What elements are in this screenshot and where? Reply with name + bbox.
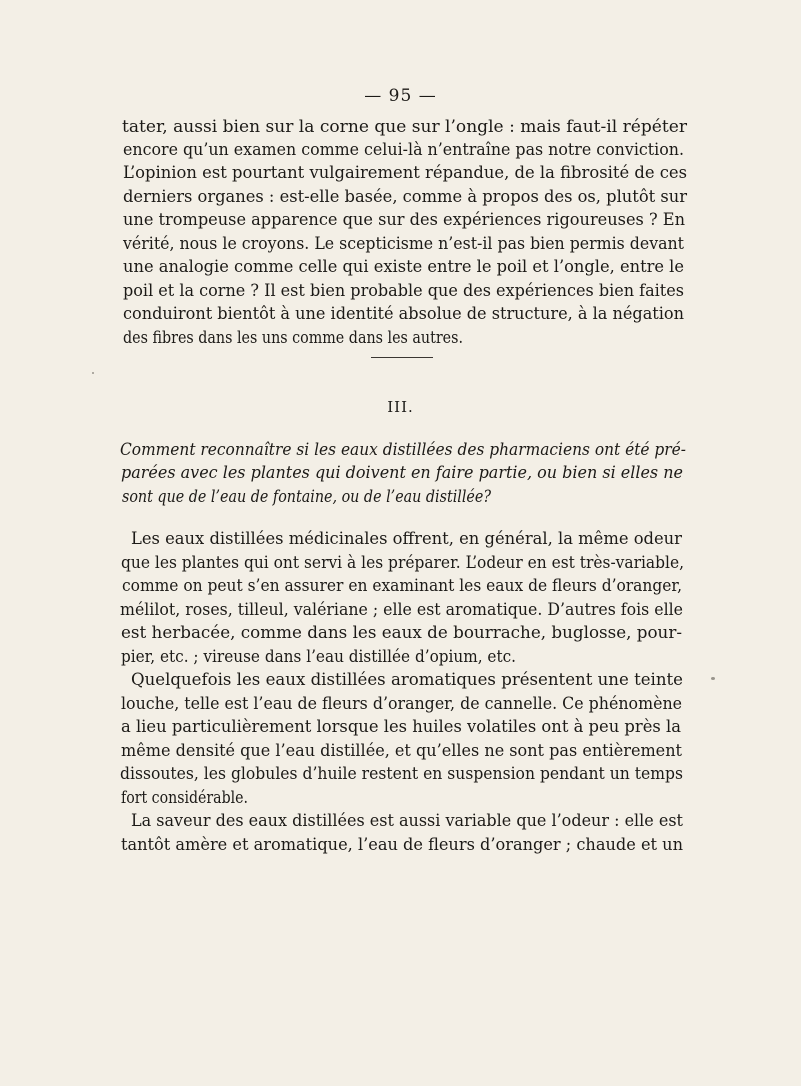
print-speck: [711, 677, 715, 680]
title-line: sont que de l’eau de fontaine, ou de l’eau distillée?: [122, 487, 491, 507]
text-line: La saveur des eaux distillées est aussi variable que l’odeur : elle est: [131, 811, 683, 831]
text-line: a lieu particulièrement lorsque les huiles volatiles ont à peu près la: [121, 717, 681, 737]
text-line: mélilot, roses, tilleul, valériane ; elle est aromatique. D’autres fois elle: [120, 600, 683, 620]
text-line: que les plantes qui ont servi à les préparer. L’odeur en est très-variable,: [121, 553, 684, 573]
text-line: L’opinion est pourtant vulgairement répandue, de la fibrosité de ces: [123, 163, 687, 183]
text-line: conduiront bientôt à une identité absolue de structure, à la négation: [123, 304, 684, 324]
text-line: vérité, nous le croyons. Le scepticisme n’est-il pas bien permis devant: [123, 234, 684, 254]
section-divider: [371, 357, 433, 358]
text-line: tater, aussi bien sur la corne que sur l’ongle : mais faut-il répéter: [122, 117, 687, 137]
text-line: même densité que l’eau distillée, et qu’elles ne sont pas entièrement: [121, 741, 682, 761]
text-line: une trompeuse apparence que sur des expériences rigoureuses ? En: [123, 210, 685, 230]
title-line: Comment reconnaître si les eaux distillées des pharmaciens ont été pré-: [120, 440, 686, 460]
text-line: fort considérable.: [121, 788, 248, 808]
text-line: une analogie comme celle qui existe entre le poil et l’ongle, entre le: [123, 257, 684, 277]
section-number: III.: [387, 398, 414, 416]
text-line: dissoutes, les globules d’huile restent en suspension pendant un temps: [120, 764, 683, 784]
text-line: Quelquefois les eaux distillées aromatiques présentent une teinte: [131, 670, 683, 690]
text-line: louche, telle est l’eau de fleurs d’oranger, de cannelle. Ce phénomène: [121, 694, 682, 714]
text-line: des fibres dans les uns comme dans les autres.: [123, 328, 463, 348]
text-line: est herbacée, comme dans les eaux de bourrache, buglosse, pour-: [121, 623, 682, 643]
text-line: Les eaux distillées médicinales offrent, en général, la même odeur: [131, 529, 682, 549]
text-line: pier, etc. ; vireuse dans l’eau distillée d’opium, etc.: [121, 647, 516, 667]
title-line: parées avec les plantes qui doivent en faire partie, ou bien si elles ne: [121, 463, 683, 483]
text-line: poil et la corne ? Il est bien probable que des expériences bien faites: [123, 281, 684, 301]
text-line: encore qu’un examen comme celui-là n’entraîne pas notre conviction.: [123, 140, 684, 160]
text-line: comme on peut s’en assurer en examinant les eaux de fleurs d’oranger,: [122, 576, 682, 596]
print-speck: [92, 372, 94, 374]
page-number: — 95 —: [364, 86, 437, 106]
text-line: derniers organes : est-elle basée, comme à propos des os, plutôt sur: [123, 187, 687, 207]
text-line: tantôt amère et aromatique, l’eau de fleurs d’oranger ; chaude et un: [121, 835, 683, 855]
